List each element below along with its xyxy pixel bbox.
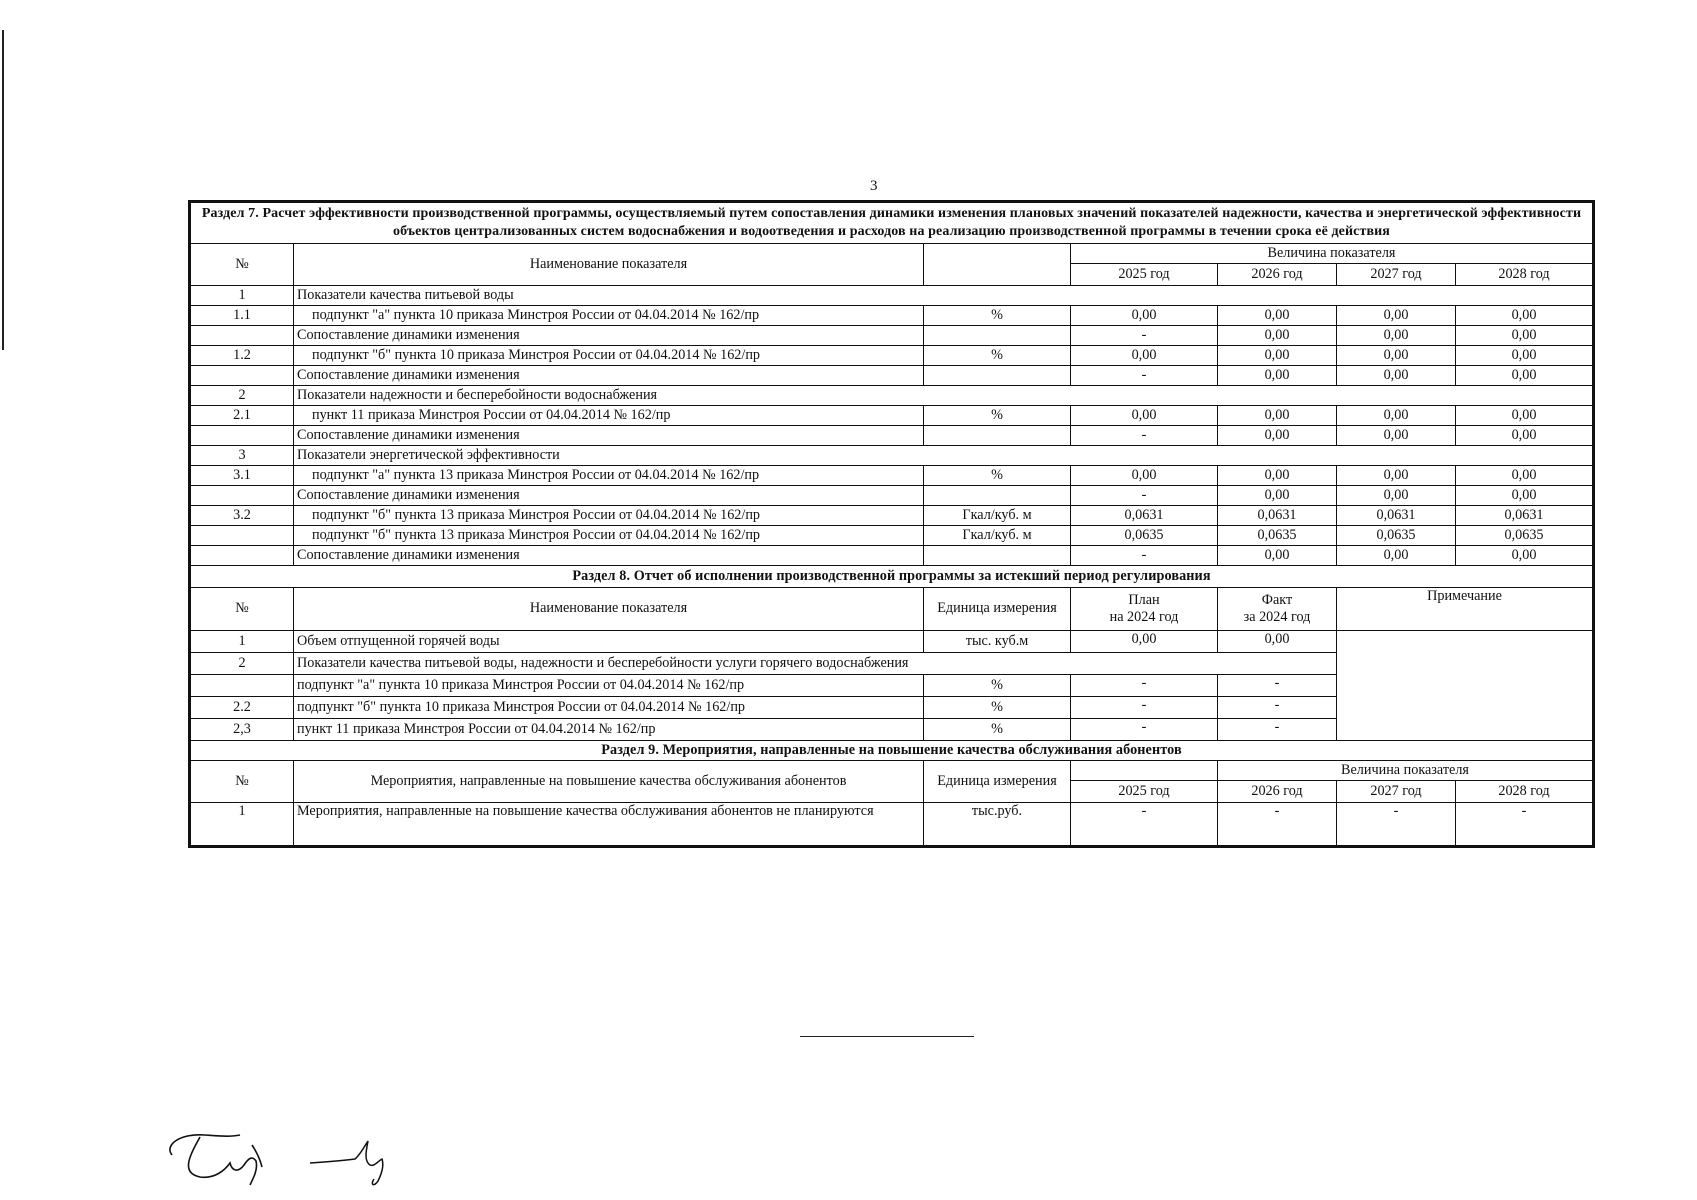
- indicator-group-name: Показатели надежности и бесперебойности водоснабжения: [294, 385, 1594, 405]
- page-number: 3: [870, 178, 878, 194]
- report-note: [1337, 630, 1594, 740]
- indicator-name: Сопоставление динамики изменения: [294, 425, 924, 445]
- indicator-name: подпункт "б" пункта 13 приказа Минстроя России от 04.04.2014 № 162/пр: [294, 525, 924, 545]
- indicator-value: 0,00: [1218, 365, 1337, 385]
- indicator-value: 0,00: [1456, 465, 1594, 485]
- indicator-name: подпункт "а" пункта 10 приказа Минстроя России от 04.04.2014 № 162/пр: [294, 305, 924, 325]
- measure-name: Мероприятия, направленные на повышение качества обслуживания абонентов не планируются: [294, 802, 924, 846]
- section7-row: [190, 505, 1594, 525]
- indicator-value: 0,00: [1337, 545, 1456, 565]
- section9-header-row: [190, 760, 1594, 780]
- row-number: 1.2: [190, 345, 294, 365]
- section8-head-fact: Факт за 2024 год: [1218, 587, 1337, 630]
- section9-head-blank: [1071, 760, 1218, 780]
- report-table: [188, 200, 1595, 848]
- indicator-value: 0,00: [1456, 485, 1594, 505]
- indicator-unit: [924, 425, 1071, 445]
- indicator-group-name: Показатели энергетической эффективности: [294, 445, 1594, 465]
- indicator-value: 0,00: [1456, 365, 1594, 385]
- indicator-value: 0,00: [1071, 465, 1218, 485]
- section7-head-value: Величина показателя: [1071, 243, 1594, 263]
- report-fact: -: [1218, 674, 1337, 696]
- handwritten-signature: [160, 1115, 460, 1195]
- section9-body: [190, 802, 1594, 846]
- section8-head-plan: План на 2024 год: [1071, 587, 1218, 630]
- section7-title-row: [190, 202, 1594, 244]
- indicator-unit: %: [924, 345, 1071, 365]
- indicator-name: подпункт "б" пункта 10 приказа Минстроя России от 04.04.2014 № 162/пр: [294, 345, 924, 365]
- indicator-value: 0,00: [1337, 345, 1456, 365]
- row-number: 1.1: [190, 305, 294, 325]
- indicator-value: 0,00: [1218, 325, 1337, 345]
- indicator-value: 0,00: [1337, 485, 1456, 505]
- row-number: 1: [190, 285, 294, 305]
- indicator-name: Сопоставление динамики изменения: [294, 485, 924, 505]
- row-number: 2.2: [190, 696, 294, 718]
- row-number: 1: [190, 630, 294, 652]
- section8-body: [190, 630, 1594, 740]
- indicator-value: 0,00: [1456, 545, 1594, 565]
- section8-head-name: Наименование показателя: [294, 587, 924, 630]
- measure-value: -: [1456, 802, 1594, 846]
- section8-head-no: №: [190, 587, 294, 630]
- indicator-name: Сопоставление динамики изменения: [294, 545, 924, 565]
- measure-unit: тыс.руб.: [924, 802, 1071, 846]
- section7-row: [190, 545, 1594, 565]
- measure-value: -: [1071, 802, 1218, 846]
- indicator-value: 0,00: [1218, 405, 1337, 425]
- section9-year: 2028 год: [1456, 780, 1594, 802]
- report-name: подпункт "а" пункта 10 приказа Минстроя России от 04.04.2014 № 162/пр: [294, 674, 924, 696]
- section8-title-row: [190, 565, 1594, 587]
- indicator-value: 0,0631: [1456, 505, 1594, 525]
- indicator-value: 0,00: [1456, 425, 1594, 445]
- section7-row: [190, 525, 1594, 545]
- indicator-value: 0,00: [1071, 305, 1218, 325]
- section7-year: 2027 год: [1337, 263, 1456, 285]
- indicator-unit: %: [924, 305, 1071, 325]
- section8-row: [190, 630, 1594, 652]
- section7-row: [190, 305, 1594, 325]
- row-number: [190, 545, 294, 565]
- section9-year: 2025 год: [1071, 780, 1218, 802]
- indicator-value: 0,00: [1456, 305, 1594, 325]
- section7-head-name: Наименование показателя: [294, 243, 924, 285]
- indicator-value: 0,00: [1337, 405, 1456, 425]
- section9-head-unit: Единица измерения: [924, 760, 1071, 802]
- section9-year: 2026 год: [1218, 780, 1337, 802]
- section9-title-row: [190, 740, 1594, 760]
- indicator-unit: %: [924, 405, 1071, 425]
- section9-head-no: №: [190, 760, 294, 802]
- section7-row: [190, 465, 1594, 485]
- section7-year: 2028 год: [1456, 263, 1594, 285]
- section7-row: [190, 385, 1594, 405]
- section7-row: [190, 485, 1594, 505]
- measure-value: -: [1218, 802, 1337, 846]
- indicator-value: 0,0635: [1071, 525, 1218, 545]
- row-number: 2: [190, 385, 294, 405]
- section7-year: 2025 год: [1071, 263, 1218, 285]
- indicator-value: 0,00: [1456, 325, 1594, 345]
- section9-title: Раздел 9. Мероприятия, направленные на повышение качества обслуживания абонентов: [190, 740, 1594, 760]
- indicator-value: -: [1071, 365, 1218, 385]
- indicator-value: 0,00: [1456, 405, 1594, 425]
- section7-row: [190, 325, 1594, 345]
- section7-title: Раздел 7. Расчет эффективности производственной программы, осуществляемый путем сопоставления динамики изменения плановых значений показателей надежности, качества и энергетической эффективности объектов централизованных систем водоснабжения и водоотведения и расходов на реализацию производственной программы в течении срока её действия: [190, 202, 1594, 244]
- indicator-value: 0,00: [1337, 465, 1456, 485]
- indicator-value: 0,00: [1071, 345, 1218, 365]
- section7-year: 2026 год: [1218, 263, 1337, 285]
- bottom-rule: [800, 1036, 974, 1037]
- report-plan: 0,00: [1071, 630, 1218, 652]
- indicator-value: -: [1071, 485, 1218, 505]
- report-group-name: Показатели качества питьевой воды, надежности и бесперебойности услуги горячего водоснабжения: [294, 652, 1337, 674]
- indicator-name: подпункт "а" пункта 13 приказа Минстроя России от 04.04.2014 № 162/пр: [294, 465, 924, 485]
- report-name: пункт 11 приказа Минстроя России от 04.04.2014 № 162/пр: [294, 718, 924, 740]
- row-number: 2: [190, 652, 294, 674]
- indicator-value: 0,0631: [1071, 505, 1218, 525]
- section9-head-value: Величина показателя: [1218, 760, 1594, 780]
- indicator-value: 0,00: [1337, 325, 1456, 345]
- report-unit: %: [924, 718, 1071, 740]
- section9-row: [190, 802, 1594, 846]
- section8-head-unit: Единица измерения: [924, 587, 1071, 630]
- row-number: [190, 674, 294, 696]
- indicator-unit: %: [924, 465, 1071, 485]
- indicator-value: 0,00: [1337, 365, 1456, 385]
- measure-value: -: [1337, 802, 1456, 846]
- report-plan: -: [1071, 718, 1218, 740]
- row-number: 3: [190, 445, 294, 465]
- indicator-unit: [924, 545, 1071, 565]
- indicator-unit: [924, 325, 1071, 345]
- report-name: подпункт "б" пункта 10 приказа Минстроя России от 04.04.2014 № 162/пр: [294, 696, 924, 718]
- indicator-unit: Гкал/куб. м: [924, 525, 1071, 545]
- indicator-name: подпункт "б" пункта 13 приказа Минстроя России от 04.04.2014 № 162/пр: [294, 505, 924, 525]
- indicator-value: 0,00: [1218, 545, 1337, 565]
- section7-row: [190, 365, 1594, 385]
- report-fact: 0,00: [1218, 630, 1337, 652]
- section7-body: [190, 285, 1594, 565]
- indicator-unit: [924, 485, 1071, 505]
- row-number: 1: [190, 802, 294, 846]
- indicator-name: Сопоставление динамики изменения: [294, 325, 924, 345]
- indicator-unit: [924, 365, 1071, 385]
- section7-row: [190, 445, 1594, 465]
- indicator-value: 0,00: [1218, 345, 1337, 365]
- report-plan: -: [1071, 674, 1218, 696]
- indicator-value: 0,0635: [1337, 525, 1456, 545]
- section7-row: [190, 285, 1594, 305]
- row-number: [190, 525, 294, 545]
- section9-head-name: Мероприятия, направленные на повышение качества обслуживания абонентов: [294, 760, 924, 802]
- indicator-unit: Гкал/куб. м: [924, 505, 1071, 525]
- indicator-value: 0,00: [1337, 425, 1456, 445]
- section7-row: [190, 405, 1594, 425]
- row-number: 3.1: [190, 465, 294, 485]
- section7-header-row: [190, 243, 1594, 263]
- section7-head-no: №: [190, 243, 294, 285]
- indicator-value: -: [1071, 545, 1218, 565]
- indicator-value: 0,00: [1071, 405, 1218, 425]
- section7-head-unit: [924, 243, 1071, 285]
- indicator-name: Сопоставление динамики изменения: [294, 365, 924, 385]
- indicator-value: 0,0631: [1337, 505, 1456, 525]
- report-name: Объем отпущенной горячей воды: [294, 630, 924, 652]
- row-number: [190, 425, 294, 445]
- section7-row: [190, 425, 1594, 445]
- indicator-value: 0,00: [1218, 465, 1337, 485]
- indicator-group-name: Показатели качества питьевой воды: [294, 285, 1594, 305]
- indicator-value: 0,0635: [1218, 525, 1337, 545]
- report-plan: -: [1071, 696, 1218, 718]
- indicator-value: 0,00: [1456, 345, 1594, 365]
- report-fact: -: [1218, 696, 1337, 718]
- row-number: [190, 365, 294, 385]
- section8-head-note: Примечание: [1337, 587, 1594, 630]
- indicator-value: -: [1071, 325, 1218, 345]
- indicator-value: 0,00: [1218, 485, 1337, 505]
- indicator-value: 0,00: [1218, 305, 1337, 325]
- row-number: 2,3: [190, 718, 294, 740]
- row-number: [190, 485, 294, 505]
- row-number: 2.1: [190, 405, 294, 425]
- section8-title: Раздел 8. Отчет об исполнении производственной программы за истекший период регулирования: [190, 565, 1594, 587]
- section9-year: 2027 год: [1337, 780, 1456, 802]
- row-number: [190, 325, 294, 345]
- indicator-value: -: [1071, 425, 1218, 445]
- indicator-value: 0,0631: [1218, 505, 1337, 525]
- section7-row: [190, 345, 1594, 365]
- report-fact: -: [1218, 718, 1337, 740]
- section8-header-row: [190, 587, 1594, 630]
- report-unit: тыс. куб.м: [924, 630, 1071, 652]
- report-unit: %: [924, 696, 1071, 718]
- indicator-name: пункт 11 приказа Минстроя России от 04.04.2014 № 162/пр: [294, 405, 924, 425]
- scan-edge-line: [2, 30, 4, 350]
- report-unit: %: [924, 674, 1071, 696]
- row-number: 3.2: [190, 505, 294, 525]
- indicator-value: 0,00: [1337, 305, 1456, 325]
- indicator-value: 0,0635: [1456, 525, 1594, 545]
- indicator-value: 0,00: [1218, 425, 1337, 445]
